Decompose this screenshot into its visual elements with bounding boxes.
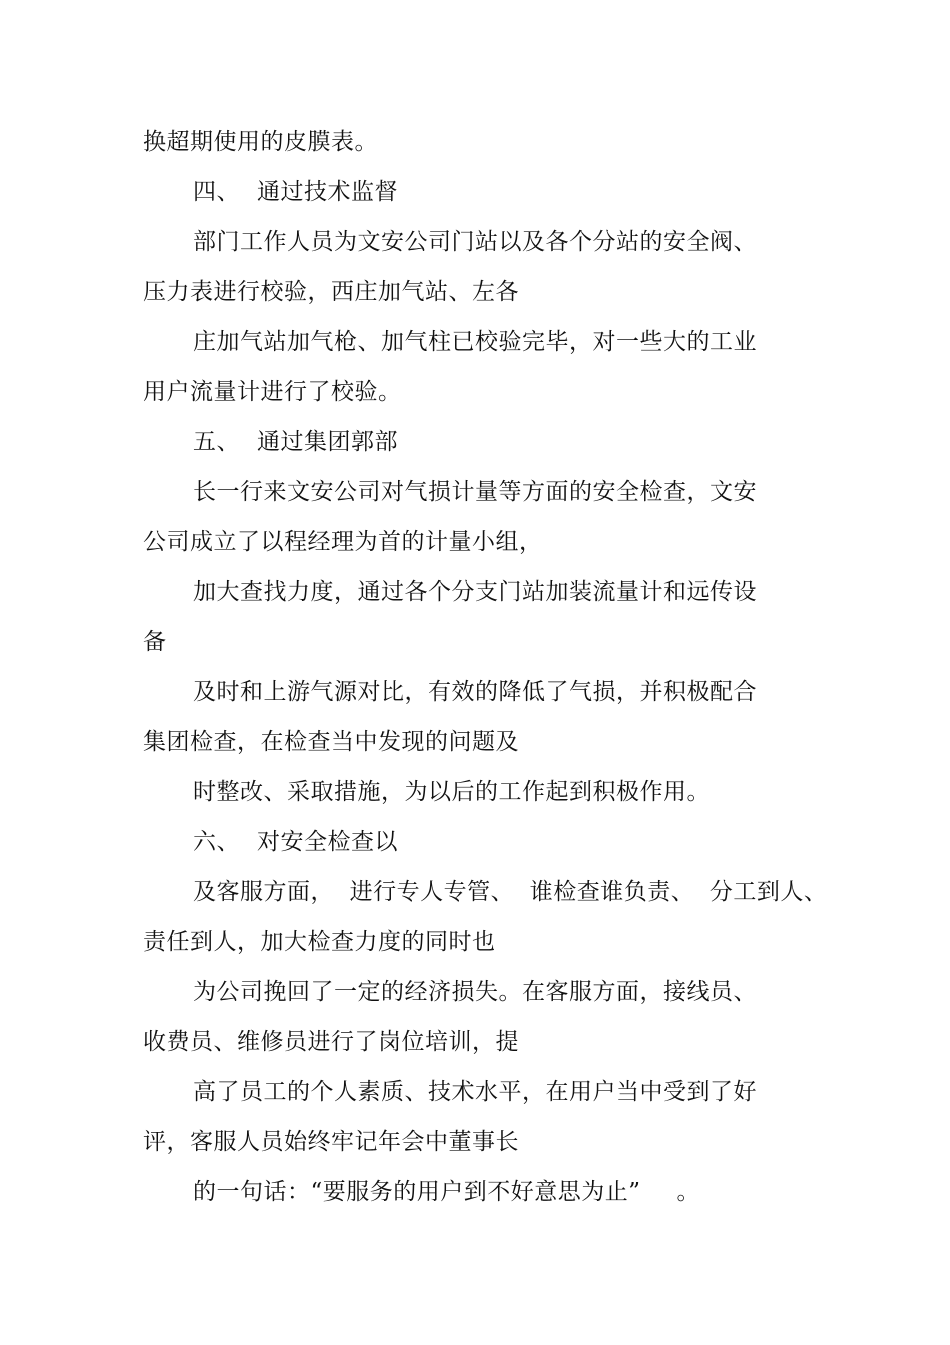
text-line: 用户流量计进行了校验。 (143, 379, 402, 405)
text-line: 换超期使用的皮膜表。 (143, 129, 378, 155)
text-line: 及客服方面， 进行专人专管、 谁检查谁负责、 分工到人、 (193, 879, 828, 905)
text-line: 高了员工的个人素质、技术水平，在用户当中受到了好 (193, 1079, 757, 1105)
text-line: 长一行来文安公司对气损计量等方面的安全检查，文安 (193, 479, 757, 505)
section-heading-4 (193, 177, 398, 207)
text-line: 时整改、采取措施，为以后的工作起到积极作用。 (193, 779, 710, 805)
text-line: 备 (143, 629, 167, 655)
section-title: 对安全检查以 (257, 829, 398, 855)
text-line: 庄加气站加气枪、加气柱已校验完毕，对一些大的工业 (193, 329, 757, 355)
section-heading-6 (193, 827, 398, 857)
text-line (193, 1177, 700, 1207)
section-number: 四、 (193, 179, 240, 205)
text-line: 压力表进行校验，西庄加气站、左各 (143, 279, 519, 305)
section-title: 通过技术监督 (257, 179, 398, 205)
text-line: 责任到人，加大检查力度的同时也 (143, 929, 496, 955)
quote-text: 的一句话：“要服务的用户到不好意思为止” (193, 1179, 641, 1205)
section-heading-5 (193, 427, 398, 457)
text-line: 及时和上游气源对比，有效的降低了气损，并积极配合 (193, 679, 757, 705)
text-line: 集团检查，在检查当中发现的问题及 (143, 729, 519, 755)
section-number: 六、 (193, 829, 240, 855)
section-title: 通过集团郭部 (257, 429, 398, 455)
text-line: 评，客服人员始终牢记年会中董事长 (143, 1129, 519, 1155)
text-line: 加大查找力度，通过各个分支门站加装流量计和远传设 (193, 579, 757, 605)
text-line: 公司成立了以程经理为首的计量小组， (143, 529, 543, 555)
section-number: 五、 (193, 429, 240, 455)
trailing-period: 。 (676, 1179, 701, 1205)
text-line: 收费员、维修员进行了岗位培训，提 (143, 1029, 519, 1055)
text-line: 部门工作人员为文安公司门站以及各个分站的安全阀、 (193, 229, 757, 255)
text-line: 为公司挽回了一定的经济损失。在客服方面，接线员、 (193, 979, 757, 1005)
